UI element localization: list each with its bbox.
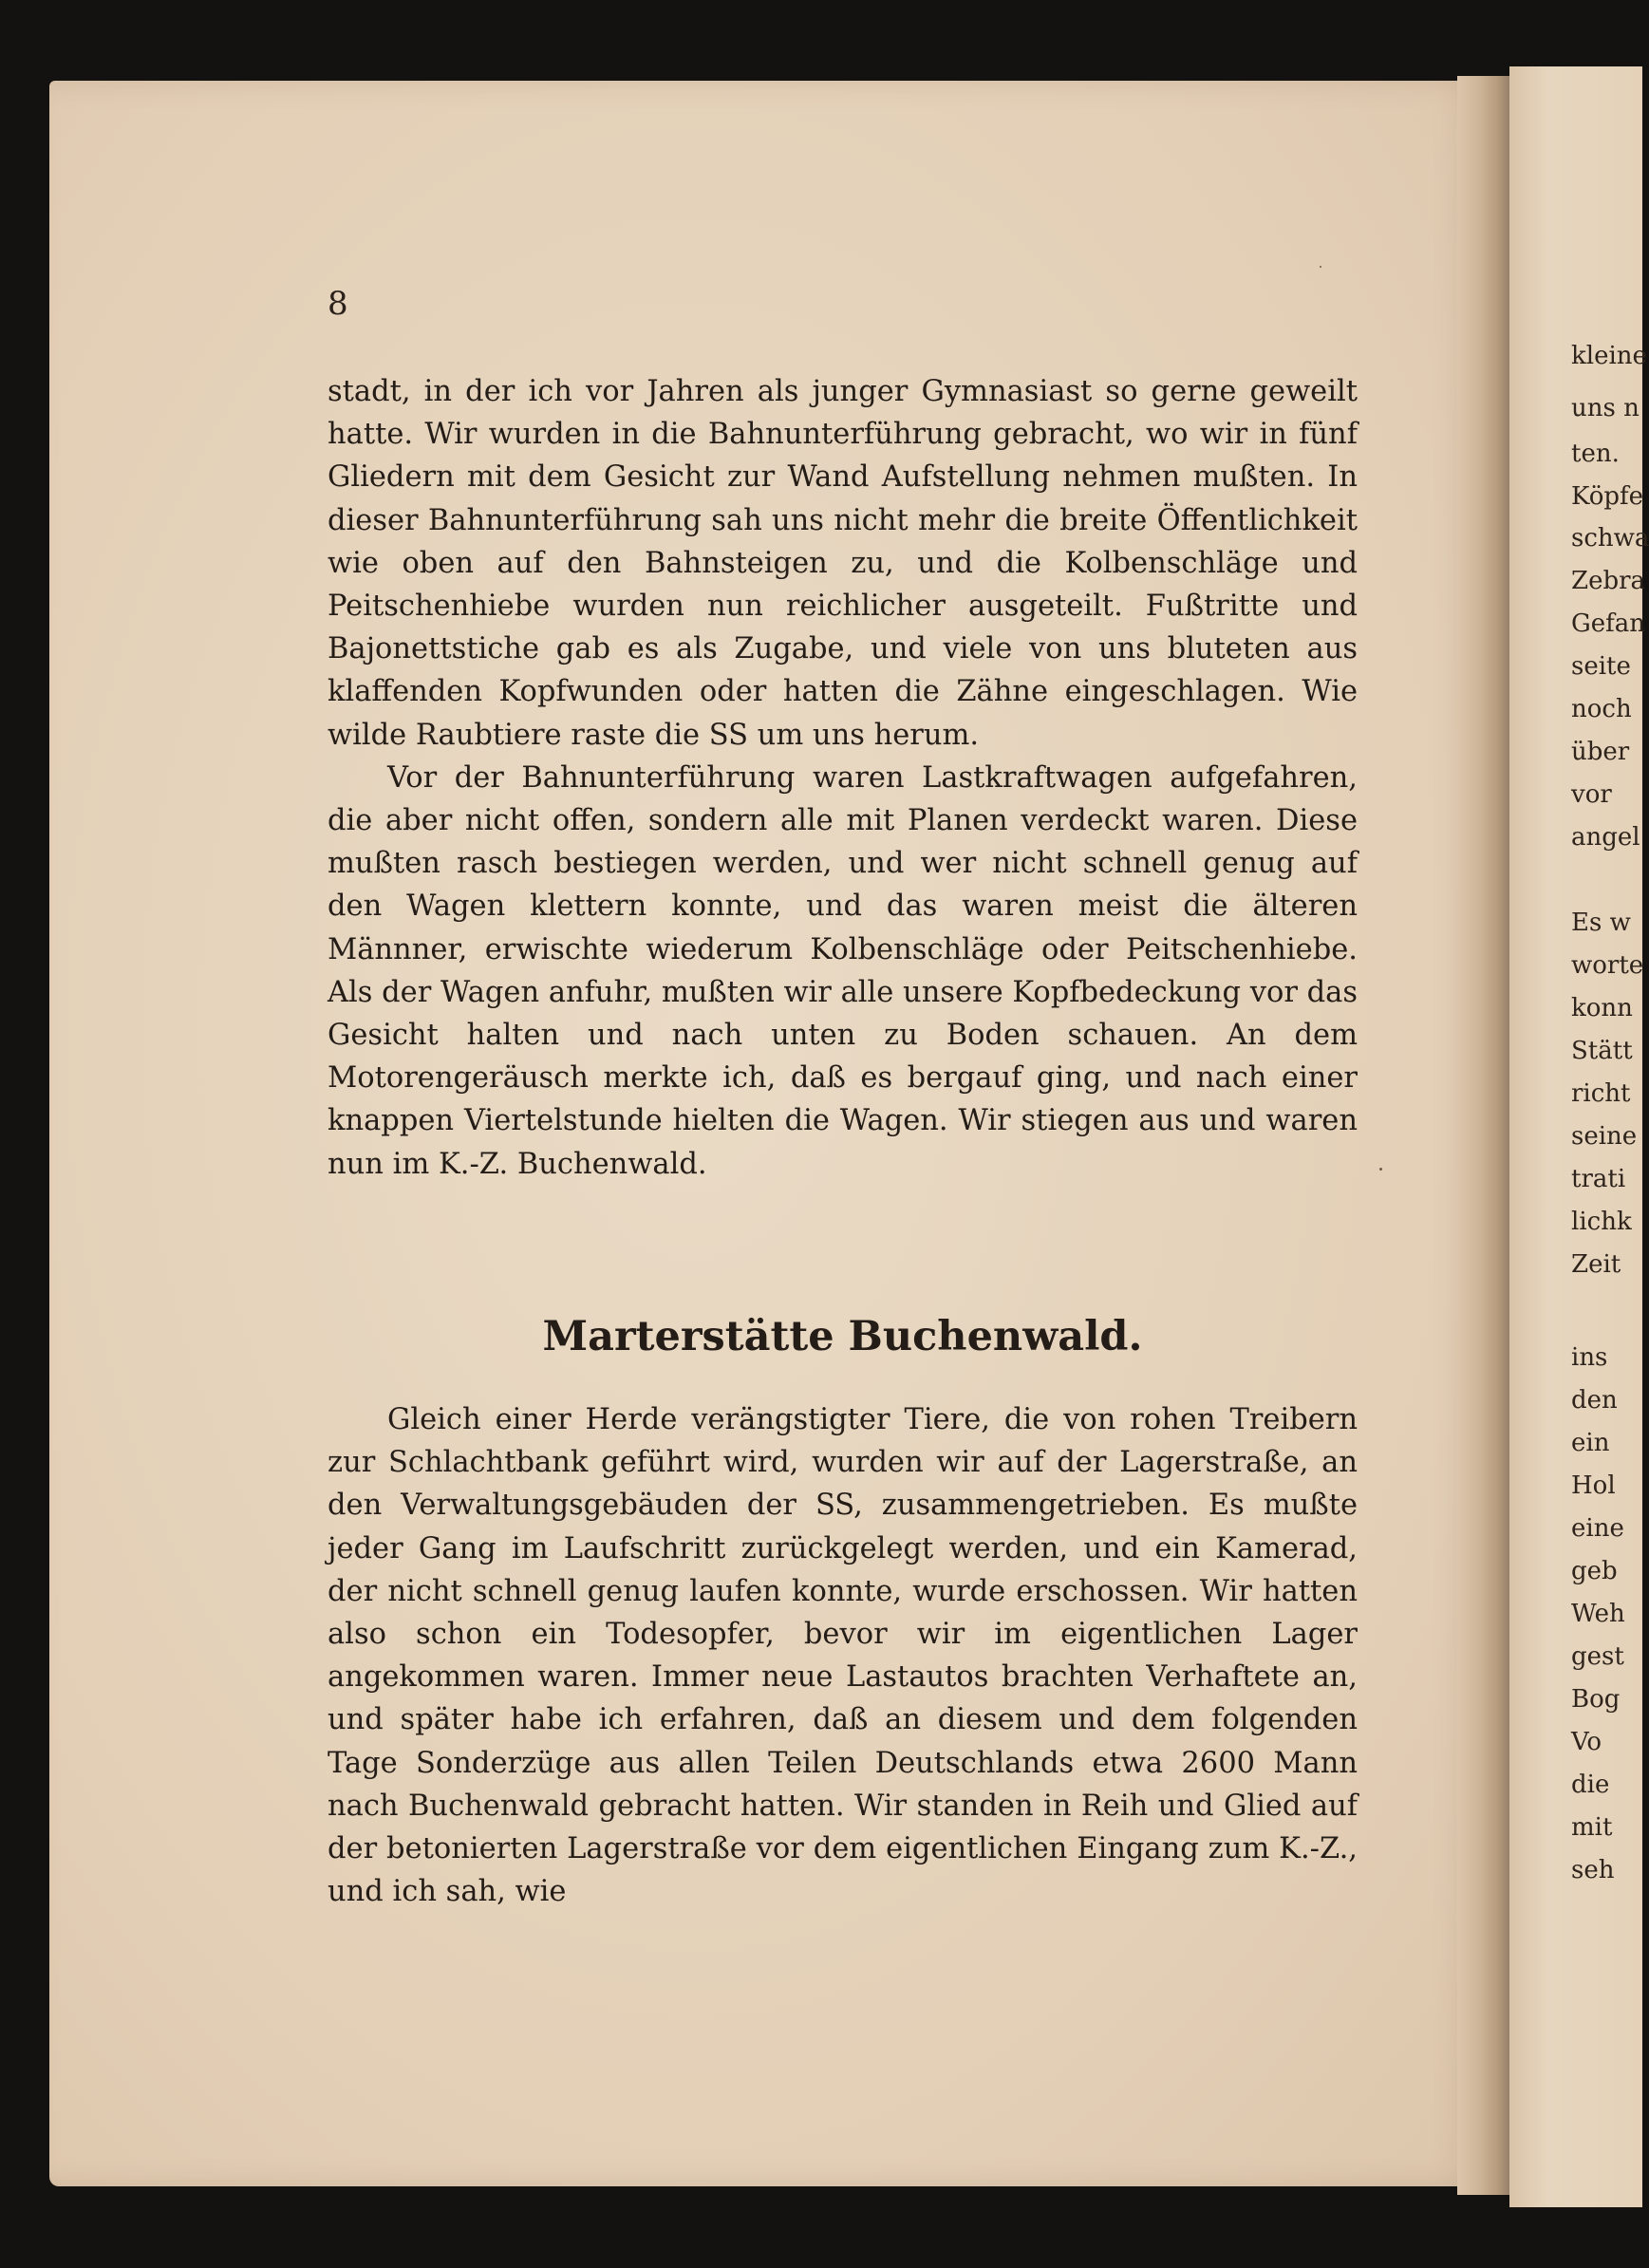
paragraph-2: Vor der Bahnunterführung waren Lastkraftwagen aufgefahren, die aber nicht offen, sondern alle mit Planen verdeckt waren. Diese mußten rasch bestiegen werden, und wer nicht schnell genug auf den Wagen klettern konnte, und das waren meist die älteren Männner, erwischte wiederum Kolbenschläge oder Peitschenhiebe. Als der Wagen anfuhr, mußten wir alle unsere Kopfbedeckung vor das Gesicht halten und nach unten zu Boden schauen. An dem Motorengeräusch merkte ich, daß es bergauf ging, und nach einer knappen Viertelstunde hielten die Wagen. Wir stiegen aus und waren nun im K.-Z. Buchenwald. [328, 760, 1358, 1181]
adjacent-line: Köpfe [1571, 482, 1644, 511]
page-number: 8 [328, 285, 348, 323]
paragraph-3: Gleich einer Herde verängstigter Tiere, die von rohen Treibern zur Schlachtbank geführt wird, wurden wir auf der Lagerstraße, an den Verwaltungsgebäuden der SS, zusammengetrieben. Es mußte jeder Gang im Laufschritt zurückgelegt werden, und ein Kamerad, der nicht schnell genug laufen konnte, wurde erschossen. Wir hatten also schon ein Todesopfer, bevor wir im eigentlichen Lager angekommen waren. Immer neue Lastautos brachten Verhaftete an, und später habe ich erfahren, daß an diesem und dem folgenden Tage Sonderzüge aus allen Teilen Deutschlands etwa 2600 Mann nach Buchenwald gebracht hatten. Wir standen in Reih und Glied auf der betonierten Lagerstraße vor dem eigentlichen Eingang zum K.-Z., und ich sah, wie [328, 1403, 1358, 1909]
adjacent-line: noch [1571, 695, 1632, 723]
adjacent-line: vor [1571, 780, 1612, 809]
adjacent-line: seite [1571, 652, 1631, 681]
adjacent-line: Vo [1571, 1728, 1602, 1756]
adjacent-line: den [1571, 1386, 1618, 1415]
adjacent-line: Stätt [1571, 1037, 1633, 1065]
adjacent-line: ein [1571, 1429, 1610, 1457]
adjacent-line: seh [1571, 1856, 1615, 1884]
adjacent-line: Es w [1571, 909, 1631, 937]
adjacent-line: Gefan [1571, 609, 1646, 638]
adjacent-line: konn [1571, 994, 1633, 1022]
adjacent-line: Zeit [1571, 1250, 1621, 1279]
adjacent-line: mit [1571, 1813, 1613, 1842]
adjacent-line: trati [1571, 1165, 1626, 1193]
adjacent-line: Zebra [1571, 567, 1646, 595]
adjacent-line: gest [1571, 1642, 1624, 1671]
adjacent-line: ten. [1571, 440, 1620, 468]
adjacent-line: lichk [1571, 1208, 1632, 1236]
adjacent-line: seine [1571, 1122, 1638, 1151]
adjacent-line: worte [1571, 951, 1644, 980]
adjacent-line: geb [1571, 1557, 1618, 1585]
adjacent-line: Weh [1571, 1600, 1625, 1628]
adjacent-line: kleine [1571, 342, 1647, 370]
book-gutter [1457, 76, 1514, 2195]
section-1-text [328, 370, 1358, 1186]
adjacent-line: eine [1571, 1514, 1624, 1543]
paper-speck [1320, 266, 1321, 268]
adjacent-line: ins [1571, 1343, 1608, 1372]
section-2-text [328, 1398, 1358, 1913]
section-heading: Marterstätte Buchenwald. [542, 1313, 1143, 1360]
paper-speck [1379, 1168, 1382, 1171]
adjacent-line: schwa [1571, 524, 1649, 553]
adjacent-line: richt [1571, 1079, 1631, 1108]
adjacent-line: über [1571, 738, 1630, 766]
adjacent-line: uns n [1571, 394, 1640, 422]
adjacent-line: angel [1571, 823, 1640, 852]
paragraph-1: stadt, in der ich vor Jahren als junger Gymnasiast so gerne geweilt hatte. Wir wurden in die Bahnunterführung gebracht, wo wir in fünf Gliedern mit dem Gesicht zur Wand Aufstellung nehmen mußten. In dieser Bahnunterführung sah uns nicht mehr die breite Öffentlichkeit wie oben auf den Bahnsteigen zu, und die Kolbenschläge und Peitschenhiebe wurden nun reichlicher ausgeteilt. Fußtritte und Bajonettstiche gab es als Zugabe, und viele von uns bluteten aus klaffenden Kopfwunden oder hatten die Zähne eingeschlagen. Wie wilde Raubtiere raste die SS um uns herum. [328, 375, 1358, 752]
adjacent-line: Hol [1571, 1471, 1616, 1500]
adjacent-line: die [1571, 1771, 1610, 1799]
adjacent-line: Bog [1571, 1685, 1621, 1714]
